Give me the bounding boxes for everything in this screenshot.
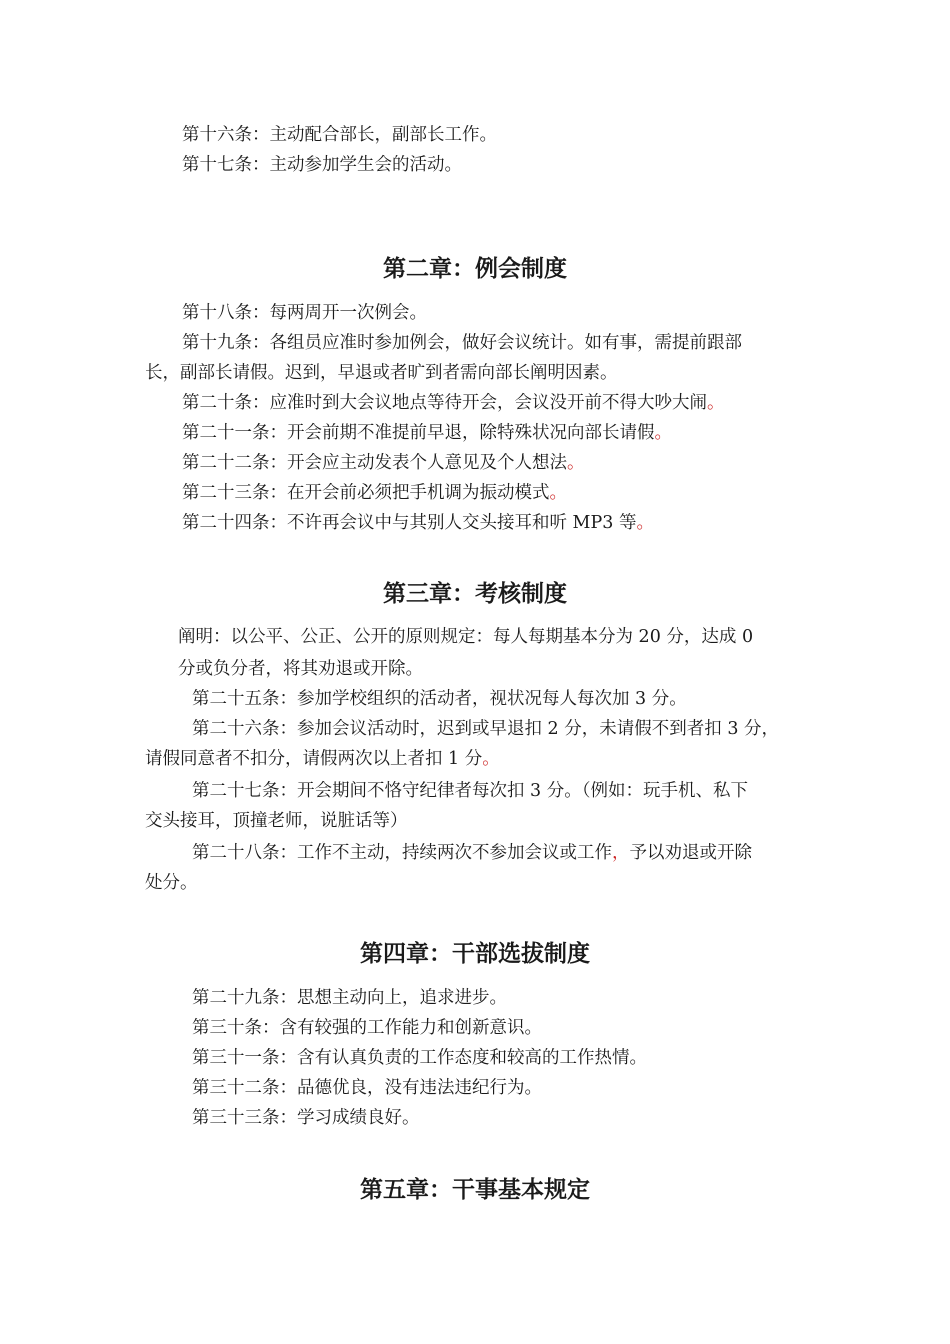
article-19-line2: 长，副部长请假。迟到，早退或者旷到者需向部长阐明因素。: [145, 363, 618, 383]
article-22: 第二十二条：开会应主动发表个人意见及个人想法。: [182, 453, 585, 473]
chapter-5-title: 第五章：干事基本规定: [360, 1177, 590, 1203]
article-23: 第二十三条：在开会前必须把手机调为振动模式。: [182, 483, 567, 503]
article-26-line1: 第二十六条：参加会议活动时，迟到或早退扣 2 分，未请假不到者扣 3 分，: [192, 719, 780, 739]
article-28-line2: 处分。: [145, 873, 198, 893]
article-19-line1: 第十九条：各组员应准时参加例会，做好会议统计。如有事，需提前跟部: [182, 333, 742, 353]
article-16: 第十六条：主动配合部长，副部长工作。: [182, 125, 497, 145]
article-33: 第三十三条：学习成绩良好。: [192, 1108, 420, 1128]
chapter-3-note-line1: 阐明：以公平、公正、公开的原则规定：每人每期基本分为 20 分，达成 0: [178, 627, 754, 647]
red-comma: ，: [612, 843, 630, 863]
article-25: 第二十五条：参加学校组织的活动者，视状况每人每次加 3 分。: [192, 689, 687, 709]
red-period: 。: [636, 513, 654, 533]
article-17: 第十七条：主动参加学生会的活动。: [182, 155, 462, 175]
article-21: 第二十一条：开会前期不准提前早退，除特殊状况向部长请假。: [182, 423, 672, 443]
chapter-4-title: 第四章：干部选拔制度: [360, 941, 590, 967]
red-period: 。: [549, 483, 567, 503]
red-period: 。: [654, 423, 672, 443]
chapter-2-title: 第二章：例会制度: [383, 256, 567, 282]
article-27-line2: 交头接耳，顶撞老师，说脏话等）: [145, 811, 408, 831]
red-period: 。: [567, 453, 585, 473]
chapter-3-title: 第三章：考核制度: [383, 581, 567, 607]
chapter-3-note-line2: 分或负分者，将其劝退或开除。: [178, 659, 423, 679]
article-30: 第三十条：含有较强的工作能力和创新意识。: [192, 1018, 542, 1038]
article-26-line2: 请假同意者不扣分，请假两次以上者扣 1 分。: [145, 749, 500, 769]
article-27-line1: 第二十七条：开会期间不恪守纪律者每次扣 3 分。（例如：玩手机、私下: [192, 781, 749, 801]
article-18: 第十八条：每两周开一次例会。: [182, 303, 427, 323]
article-28-line1: 第二十八条：工作不主动，持续两次不参加会议或工作，予以劝退或开除: [192, 843, 752, 863]
article-32: 第三十二条：品德优良，没有违法违纪行为。: [192, 1078, 542, 1098]
article-31: 第三十一条：含有认真负责的工作态度和较高的工作热情。: [192, 1048, 647, 1068]
article-24: 第二十四条：不许再会议中与其别人交头接耳和听 MP3 等。: [182, 513, 654, 533]
article-29: 第二十九条：思想主动向上，追求进步。: [192, 988, 507, 1008]
red-period: 。: [707, 393, 725, 413]
article-20: 第二十条：应准时到大会议地点等待开会，会议没开前不得大吵大闹。: [182, 393, 725, 413]
red-period: 。: [482, 749, 500, 769]
